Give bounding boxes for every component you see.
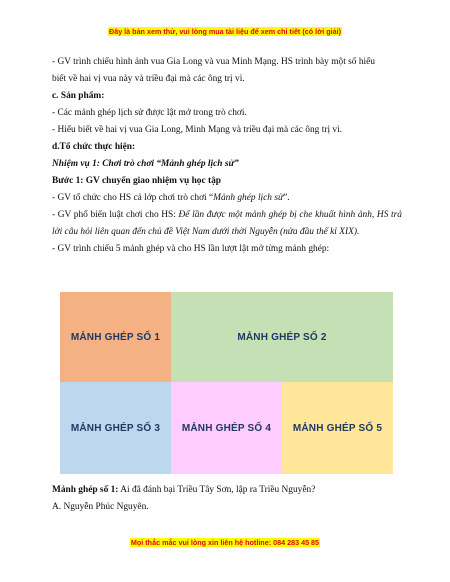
document-body [52,54,402,258]
list-item: - Các mảnh ghép lịch sử được lật mở trong trò chơi. [52,108,247,118]
puzzle-grid [60,292,393,474]
list-item: - GV trình chiếu 5 mảnh ghép và cho HS lần lượt lật mở từng mảnh ghép: [52,244,330,254]
hotline-banner [0,538,450,547]
paragraph-line: biết về hai vị vua này và triều đại mà các ông trị vì. [52,74,245,84]
game-name: Mảnh ghép lịch sử [213,193,284,203]
text-fragment: - GV phổ biến luật chơi cho HS: [52,210,179,220]
task-heading: Nhiệm vụ 1: Chơi trò chơi “Mảnh ghép lịch sử” [52,159,239,169]
question [52,482,402,499]
puzzle-tile-3: MẢNH GHÉP SỐ 3 [60,382,171,474]
answer-option-a: A. Nguyễn Phúc Nguyên. [52,502,149,512]
puzzle-tile-4: MẢNH GHÉP SỐ 4 [171,382,282,474]
question-text: Ai đã đánh bại Triều Tây Sơn, lập ra Triều Nguyễn? [118,485,316,495]
puzzle-tile-1: MẢNH GHÉP SỐ 1 [60,292,171,382]
section-heading-product: c. Sản phẩm: [52,91,105,101]
preview-banner [0,27,450,36]
text-fragment: ”. [283,193,290,203]
rules-text: Để lần được một mảnh ghép bị che khuất hình ảnh, HS trả lời câu hỏi liên quan đến chủ đề Việt Nam dưới thời Nguyễn (nửa đầu thế kỉ XIX). [52,210,402,237]
text-fragment: - GV tổ chức cho HS cả lớp chơi trò chơi “ [52,193,214,203]
step-heading: Bước 1: GV chuyển giao nhiệm vụ học tập [52,176,221,186]
game-rules [52,207,402,241]
list-item: - Hiểu biết về hai vị vua Gia Long, Minh Mạng và triều đại mà các ông trị vì. [52,125,343,135]
question-block [52,482,402,516]
question-label: Mảnh ghép số 1: [52,485,119,495]
section-heading-organization: d.Tổ chức thực hiện: [52,142,136,152]
paragraph-line: - GV trình chiếu hình ảnh vua Gia Long và vua Minh Mạng. HS trình bày một số hiểu [52,57,375,67]
puzzle-tile-5: MẢNH GHÉP SỐ 5 [282,382,393,474]
list-item [52,190,402,207]
puzzle-tile-2: MẢNH GHÉP SỐ 2 [171,292,393,382]
preview-banner-text: Đây là bản xem thử, vui lòng mua tài liệu để xem chi tiết (có lời giải) [109,27,341,36]
hotline-banner-text: Mọi thắc mắc vui lòng xin liên hệ hotline: 084 283 45 85 [130,538,320,547]
